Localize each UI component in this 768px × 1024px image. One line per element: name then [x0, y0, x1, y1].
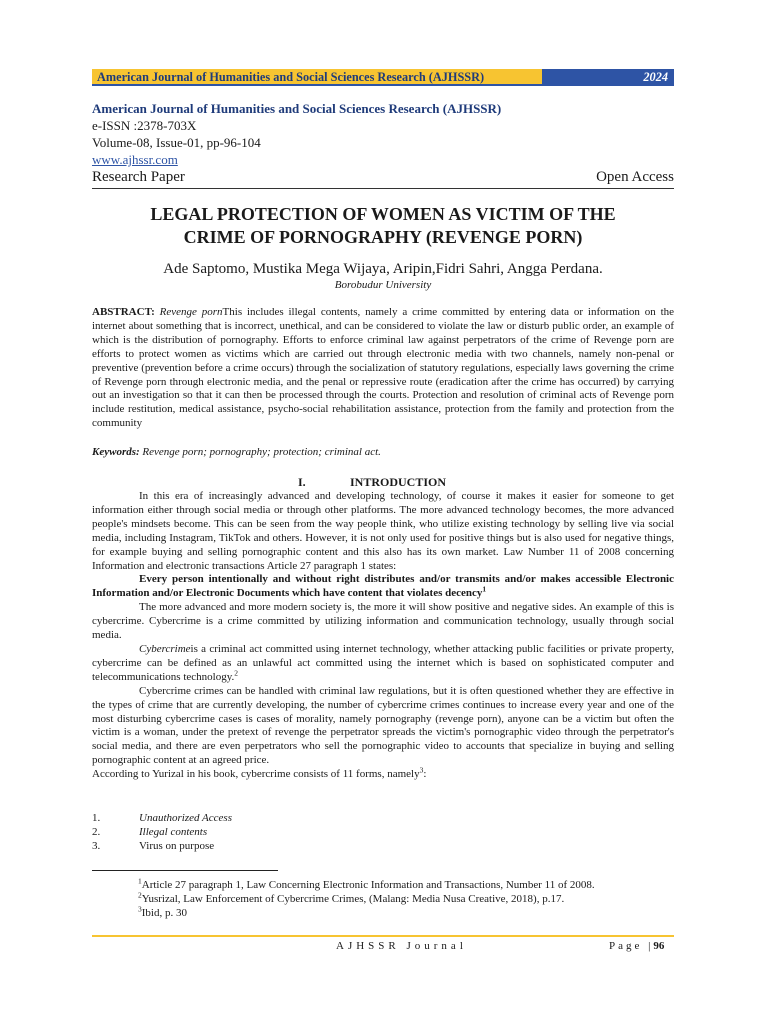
list-item: 3. Virus on purpose	[92, 840, 215, 852]
abstract	[92, 306, 674, 431]
journal-website-link[interactable]: www.ajhssr.com	[92, 152, 178, 167]
law-quote: Every person intentionally and without right distributes and/or transmits and/or makes accessible Electronic Information and/or Electronic Documents which have content that violates decency$^1$	[92, 573, 674, 600]
paper-title	[92, 203, 674, 249]
intro-paragraph-2: The more advanced and more modern society is, the more it will show positive and negative sides. An example of this is cybercrime. Cybercrime is a crime committed by utilizing information and communication technology, usually through social media.	[92, 601, 674, 642]
keywords	[92, 446, 674, 460]
footnote-ref-1[interactable]: 1	[482, 584, 487, 594]
list-item: 2. Illegal contents	[92, 826, 208, 838]
issn: e-ISSN :2378-703X	[92, 118, 197, 133]
page-number: 96	[653, 940, 665, 952]
footnote-1: $^1$Article 27 paragraph 1, Law Concerning Electronic Information and Transactions, Number 11 of 2008.	[138, 876, 595, 891]
footer-divider	[92, 935, 674, 937]
intro-paragraph-3: Cybercrimeis a criminal act committed using internet technology, whether attacking public facilities or private property, cybercrime can be defined as an unlawful act committed using the internet which is based on sophisticated computer and telecommunications technology.$^2$	[92, 642, 674, 683]
banner-journal-title: American Journal of Humanities and Social Sciences Research (AJHSSR)	[97, 70, 485, 84]
keywords-label: Keywords:	[92, 446, 140, 458]
paper-type: Research Paper	[92, 169, 185, 185]
paper-type-row	[92, 169, 674, 189]
intro-paragraph-4: Cybercrime crimes can be handled with criminal law regulations, but it is often questioned whether they are effective in the types of crime that are currently developing, the number of cybercrime crimes continues to increase every year and one of the most disturbing cybercrime cases is cases of morality, namely pornography (revenge porn), anyone can be a victim but often the victim is a woman, under the pretext of revenge the perpetrator spreads the victim's pornographic video through the perpetrator's social media, and there are even perpetrators who sell the pornographic video to accounts that specialize in buying and selling pornographic content at an agreed price.	[92, 684, 674, 767]
access-type: Open Access	[596, 169, 674, 185]
abstract-lead: Revenge porn	[159, 306, 223, 318]
footnote-ref-2[interactable]: 2	[234, 668, 238, 678]
abstract-label: ABSTRACT:	[92, 306, 155, 318]
volume-info: Volume-08, Issue-01, pp-96-104	[92, 135, 261, 150]
banner-year: 2024	[643, 70, 668, 84]
intro-paragraph-1: In this era of increasingly advanced and developing technology, of course it makes it easier for someone to get information either through social media or through other platforms. The more advanced technology becomes, the more advanced people's mindsets become. This can be seen from the way people think, who utilize existing technology by selling live via social media, including Instagram, TikTok and others. However, it is not only used for positive things but is also used for negative things, for example buying and selling pornographic content and this also has its own market. Law Number 11 of 2008 concerning Information and electronic transactions Article 27 paragraph 1 states:	[92, 490, 674, 572]
cybercrime-forms-list	[92, 811, 674, 853]
journal-name: American Journal of Humanities and Social Sciences Research (AJHSSR)	[92, 101, 502, 116]
introduction-body	[92, 490, 674, 782]
section-title: INTRODUCTION	[350, 475, 447, 489]
section-heading-introduction	[92, 475, 674, 489]
keywords-text: Revenge porn; pornography; protection; criminal act.	[139, 446, 381, 458]
page-label: Page |	[609, 940, 654, 952]
footnote-divider	[92, 870, 278, 871]
journal-info	[92, 100, 674, 189]
footnotes	[138, 878, 678, 920]
footer-page	[609, 940, 664, 952]
list-item: 1. Unauthorized Access	[92, 812, 232, 824]
footnote-ref-3[interactable]: 3	[419, 765, 424, 775]
journal-banner	[92, 69, 674, 86]
abstract-text: This includes illegal contents, namely a crime committed by entering data or information on the internet about something that is incorrect, unethical, and can be considered to violate the law or disturb public order, an example of which is the distribution of pornography. Efforts to enforce criminal law against perpetrators of the crime of Revenge porn are efforts to protect women as victims which are carried out through electronic media with two channels, namely non-penal or preventive (prevention before a crime occurs) through the socialization of statutory regulations, especially laws governing the crime of Revenge porn through electronic media, and the penal or repressive route (eradication after the crime has occurred) by carrying out an investigation so that it can then be processed through the courts. Protection and resolution of criminal acts of Revenge porn include restitution, medical assistance, psycho-social rehabilitation assistance, protection from the family and protection from the community	[92, 306, 675, 430]
intro-paragraph-5: According to Yurizal in his book, cybercrime consists of 11 forms, namely$^3$:	[92, 765, 427, 781]
paper-title-line-2: CRIME OF PORNOGRAPHY (REVENGE PORN)	[183, 227, 583, 247]
paper-authors: Ade Saptomo, Mustika Mega Wijaya, Aripin,Fidri Sahri, Angga Perdana.	[163, 261, 603, 277]
footnote-2: $^2$Yusrizal, Law Enforcement of Cybercrime Crimes, (Malang: Media Nusa Creative, 2018), p.17.	[138, 890, 565, 905]
banner-year-box	[542, 69, 674, 86]
footnote-3: $^3$Ibid, p. 30	[138, 904, 187, 919]
footer-journal: AJHSSR Journal	[336, 940, 467, 952]
paper-affiliation: Borobudur University	[334, 279, 432, 291]
paper-title-line-1: LEGAL PROTECTION OF WOMEN AS VICTIM OF THE	[150, 204, 616, 224]
section-number: I.	[298, 475, 306, 489]
